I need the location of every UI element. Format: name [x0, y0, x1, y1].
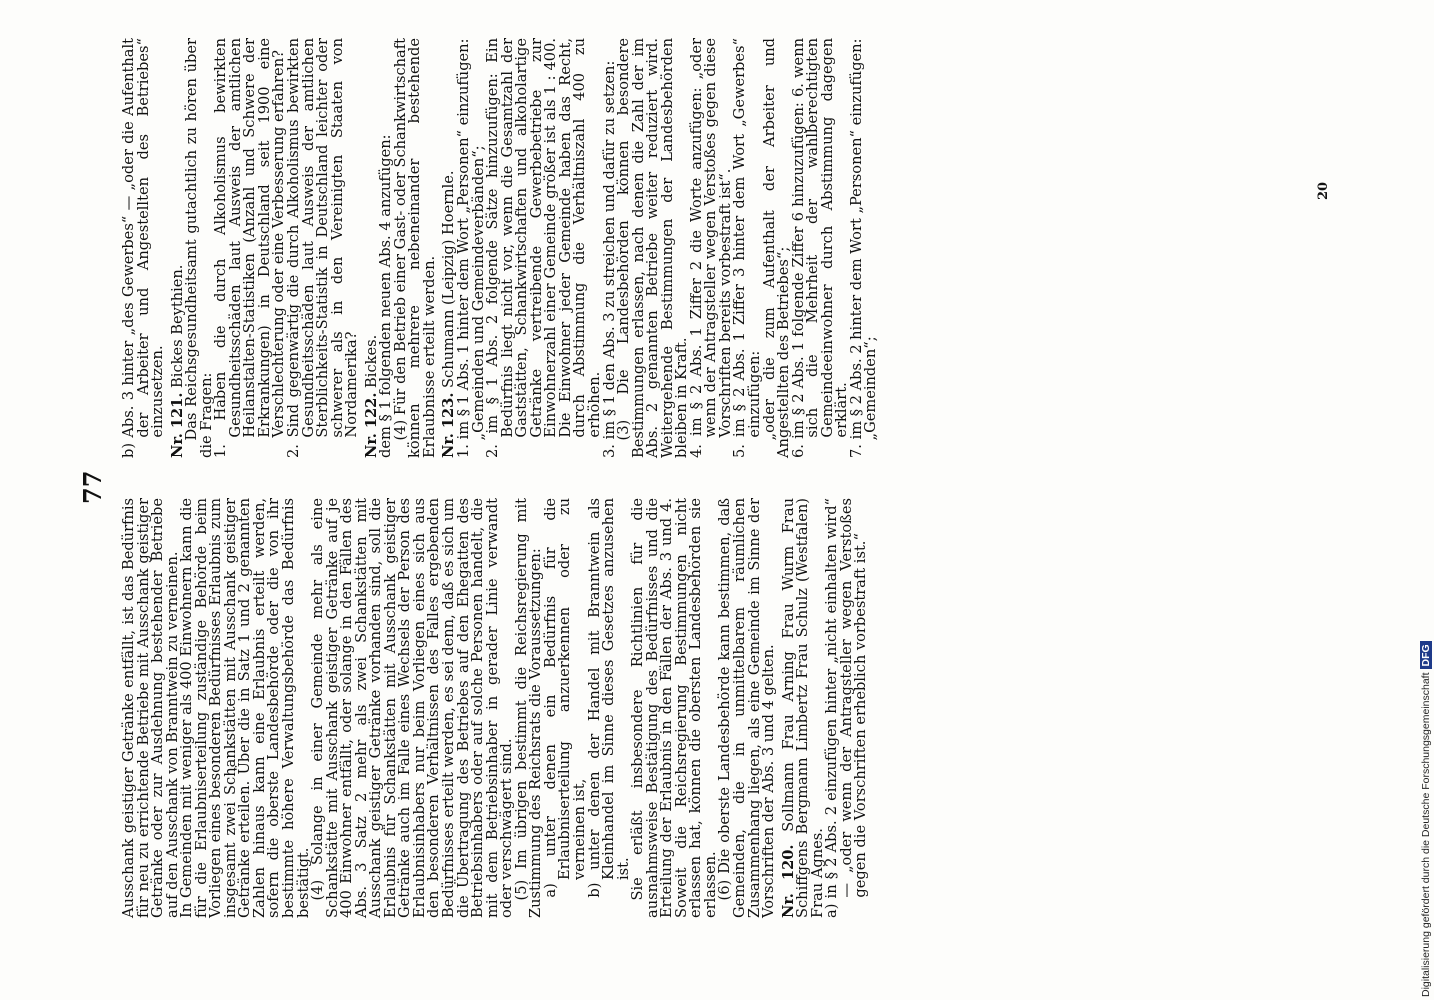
paragraph — [180, 498, 311, 918]
paragraph-text: 6. im § 2 Abs. 1 folgende Ziffer 6 hinzuzufügen: 6. wenn sich die Mehrheit der wahlberechtigten Gemeindeeinwohner durch Abstimmung dagegen erklärt. — [789, 38, 851, 458]
paragraph-text: Bickes Beythien. — [168, 264, 186, 388]
paragraph-text: a) unter denen ein Bedürfnis für die Erlaubniserteilung anzuerkennen oder zu verneinen ist, — [541, 498, 588, 898]
paragraph-text: (4) Für den Betrieb einer Gast- oder Schankwirtschaft können mehrere nebeneinander bestehende Erlaubnisse erteilt werden. — [391, 38, 438, 458]
paragraph-text: Sie erläßt insbesondere Richtlinien für die ausnahmsweise Bestätigung des Bedürfnisses und die Erteilung der Erlaubnis in den Fällen der Abs. 3 und 4. Soweit die Reichsregierung Bestimmungen nicht erlassen hat, können die obersten Landesbehörden sie erlassen. — [629, 498, 719, 918]
paragraph — [311, 498, 515, 918]
paragraph-text: „oder die zum Aufenthalt der Arbeiter und Angestellten des Betriebes“; — [760, 38, 793, 458]
paragraph-text: (5) Im übrigen bestimmt die Reichsregierung mit Zustimmung des Reichsrats die Voraussetzungen: — [512, 498, 545, 918]
paragraph-text: Schumann (Leipzig) Hoernle. — [440, 170, 458, 388]
paragraph — [122, 498, 180, 918]
paragraph-text: 2. Sind gegenwärtig die durch Alkoholismus bewirkten Gesundheitsschäden laut Ausweis der amtlichen Sterblichkeits-Statistik in Deutschland leichter oder schwerer als in den Vereinigten Staaten von Nordamerika? — [285, 38, 361, 458]
paragraph-text: „Gemeinden und Gemeindeverbänden“; — [469, 145, 487, 441]
paragraph-text: Bickes. — [362, 334, 380, 388]
page-number: 77 — [78, 470, 107, 504]
paragraph — [541, 498, 588, 918]
paragraph-text: „Gemeinden“; — [862, 336, 880, 441]
paragraph — [789, 38, 851, 458]
paragraph-text: In Gemeinden mit weniger als 400 Einwohnern kann die für die Erlaubniserteilung zuständige Behörde beim Vorliegen eines besonderen Bedürfnisses Erlaubnis zum insgesamt zwei Schankstätten mit Ausschank geistiger Getränke erteilen. Über die in Satz 1 und 2 genannten Zahlen hinaus kann eine Erlaubnis erteilt werden, sofern die oberste Landesbehörde oder die von ihr bestimmte höhere Verwaltungsbehörde das Bedürfnis bestätigt. — [178, 498, 312, 918]
dfg-logo: DFG — [1420, 641, 1432, 669]
left-text-column — [122, 498, 1432, 918]
paragraph — [185, 38, 214, 458]
paragraph-text: a) in § 2 Abs. 2 einzufügen hinter „nicht einhalten wird“ — „oder wenn der Antragsteller wegen Verstoßes gegen die Vorschriften erheblich vorbestraft ist.“ — [823, 498, 870, 918]
paragraph — [486, 38, 602, 458]
digitization-note — [1420, 0, 1432, 997]
paragraph-text: 4. im § 2 Abs. 1 Ziffer 2 die Worte anzufügen: „oder wenn der Antragsteller wegen Verstoßes gegen diese Vorschriften bereits vorbestraft ist“. — [687, 38, 734, 458]
paragraph-text: 1. Haben die durch Alkoholismus bewirkten Gesundheitsschäden laut Ausweis der amtlichen Heilanstalten-Statistiken (Anzahl und Schwere der Erkrankungen) in Deutschland seit 1900 eine Verschlechterung oder eine Verbesserung erfahren? — [212, 38, 288, 458]
paragraph — [864, 38, 879, 458]
paragraph — [585, 498, 632, 918]
paragraph-text: 1. im § 1 Abs. 1 hinter dem Wort „Personen“ einzufügen: — [455, 38, 473, 458]
paragraph-text: 3. im § 1 den Abs. 3 zu streichen und dafür zu setzen: — [600, 60, 618, 458]
paragraph-text: 7. im § 2 Abs. 2 hinter dem Wort „Personen“ einzufügen: — [847, 38, 865, 458]
motion-number: Nr. 122. — [362, 392, 380, 458]
digitization-text: Digitalisierung gefördert durch die Deutsche Forschungsgemeinschaft — [1420, 672, 1432, 997]
paragraph — [687, 38, 734, 458]
footer-mark: 20 — [1316, 181, 1331, 200]
paragraph-text: Sollmann Frau Arning Frau Wurm Frau Schiffgens Bergmann Limbertz Frau Schulz (Westfalen) Frau Agnes. — [779, 497, 826, 918]
paragraph — [214, 38, 287, 458]
motion-heading — [779, 497, 826, 918]
motion-number: Nr. 123. — [440, 392, 458, 458]
paragraph — [733, 38, 762, 458]
paragraph-text: b) Abs. 3 hinter „des Gewerbes“ — „oder die Aufenthalt der Arbeiter und Angestellten des Betriebes“ einzusetzen. — [120, 38, 167, 458]
paragraph-text: Ausschank geistiger Getränke entfällt, ist das Bedürfnis für neu zu errichtende Betriebe mit Ausschank geistiger Getränke oder zur Ausdehnung bestehender Betriebe auf den Ausschank von Branntwein zu verneinen. — [120, 498, 181, 918]
paragraph — [512, 498, 545, 918]
paragraph-text: b) unter denen der Handel mit Branntwein als Kleinhandel im Sinne dieses Gesetzes anzusehen ist. — [585, 498, 632, 898]
paragraph — [760, 38, 793, 458]
motion-number: Nr. 121. — [168, 392, 186, 458]
paragraph — [122, 38, 166, 458]
paragraph-text: (6) Die oberste Landesbehörde kann bestimmen, daß Gemeinden, die in unmittelbarem räumlichen Zusammenhang liegen, als eine Gemeinde im Sinne der Vorschriften der Abs. 3 und 4 gelten. — [716, 498, 778, 918]
paragraph — [631, 498, 718, 918]
paragraph — [718, 498, 776, 918]
paragraph — [391, 38, 438, 458]
paragraph — [825, 498, 869, 918]
paragraph-text: 2. im § 1 Abs. 2 folgende Sätze hinzuzufügen: Ein Bedürfnis liegt nicht vor, wenn die Gesamtzahl der Gaststätten, Schankwirtschaften und alkoholartige Getränke vertreibende Gewerbebetriebe zur Einwohnerzahl einer Gemeinde größer ist als 1 : 400. Die Einwohner jeder Gemeinde haben das Recht, durch Abstimmung die Verhältniszahl 400 zu erhöhen. — [484, 38, 603, 458]
paragraph — [287, 38, 360, 458]
right-text-column — [122, 38, 1432, 458]
paragraph — [617, 38, 690, 458]
paragraph-text: 5. im § 2 Abs. 1 Ziffer 3 hinter dem Wort „Gewerbes“ einzufügen: — [731, 38, 763, 458]
paragraph-text: (4) Solange in einer Gemeinde mehr als eine Schankstätte mit Ausschank geistiger Getränke auf je 400 Einwohner entfällt, oder solange in den Fällen des Abs. 3 Satz 2 mehr als zwei Schankstätten mit Ausschank geistiger Getränke vorhanden sind, soll die Erlaubnis für Schankstätten mit Ausschank geistiger Getränke auch im Falle eines Wechsels der Person des Erlaubnisinhabers nur beim Vorliegen eines sich aus den besonderen Verhältnissen des Falles ergebenden Bedürfnisses erteilt werden, es sei denn, daß es sich um die Übertragung des Betriebes auf den Ehegatten des Betriebsinhabers oder auf solche Personen handelt, die mit dem Betriebsinhaber in gerader Linie verwandt oder verschwägert sind. — [309, 498, 516, 918]
motion-number: Nr. 120. — [779, 844, 797, 918]
paragraph-text: Das Reichsgesundheitsamt gutachtlich zu hören über die Fragen: — [183, 38, 215, 458]
paragraph-text: (3) Die Landesbehörden können besondere Bestimmungen erlassen, nach denen die Zahl der im Abs. 2 genannten Betriebe weiter reduziert wird. Weitergehende Bestimmungen der Landesbehörden bleiben in Kraft. — [615, 38, 691, 458]
paragraph-text: dem § 1 folgenden neuen Abs. 4 anzufügen: — [377, 134, 395, 458]
